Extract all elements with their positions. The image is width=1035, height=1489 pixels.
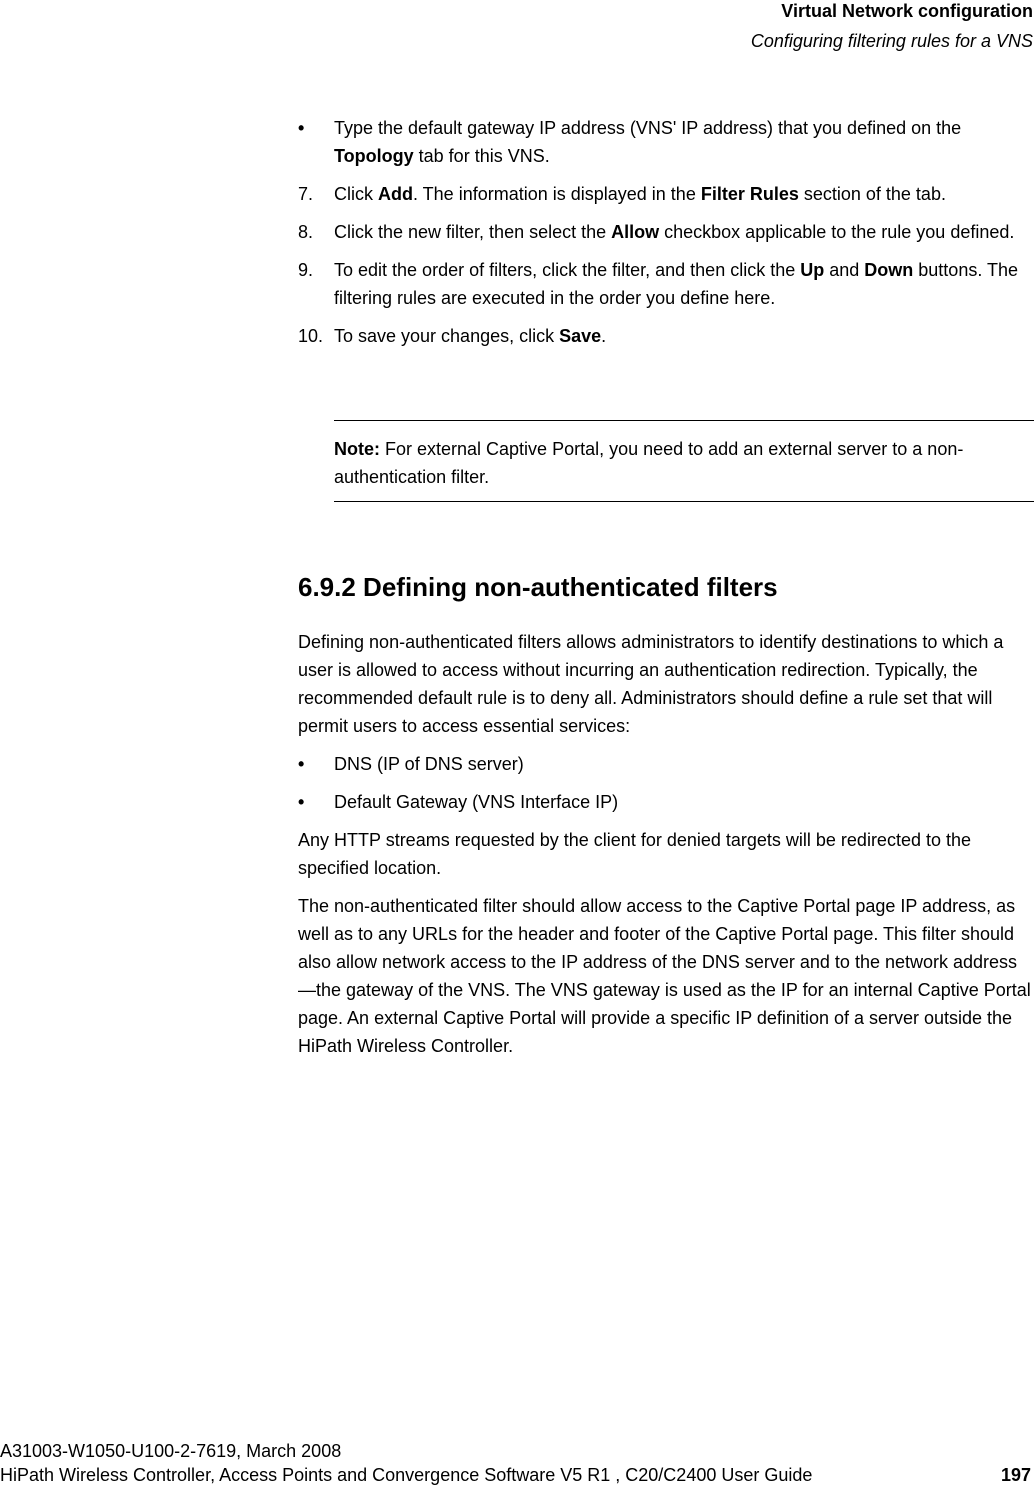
- running-header-title: Virtual Network configuration: [781, 1, 1033, 21]
- footer-doc-id: A31003-W1050-U100-2-7619, March 2008: [0, 1441, 342, 1461]
- step-9: 9. To edit the order of filters, click the filter, and then click the Up and Down buttons. The filtering rules are executed in the order you define here.: [298, 260, 1019, 308]
- list-item: • Default Gateway (VNS Interface IP): [298, 788, 1034, 816]
- footer-product: HiPath Wireless Controller, Access Points and Convergence Software V5 R1 , C20/C2400 User Guide: [0, 1465, 813, 1485]
- paragraph: Defining non-authenticated filters allows administrators to identify destinations to which a user is allowed to access without incurring an authentication redirection. Typically, the recommended default rule is to deny all. Administrators should define a rule set that will permit users to access essential services:: [298, 632, 1004, 736]
- bullet-marker: •: [298, 792, 305, 812]
- paragraph: Any HTTP streams requested by the client for denied targets will be redirected to the specified location.: [298, 830, 972, 878]
- step-7: 7. Click Add. The information is displayed in the Filter Rules section of the tab.: [298, 184, 946, 204]
- list-item: • DNS (IP of DNS server): [298, 750, 1034, 778]
- bullet-marker: •: [298, 754, 305, 774]
- note-text: For external Captive Portal, you need to add an external server to a non-authentication filter.: [334, 439, 964, 487]
- section-body: [298, 628, 1034, 1070]
- note-box: [334, 420, 1034, 502]
- procedure-steps: [298, 114, 1034, 360]
- page-number: 197: [1000, 1465, 1031, 1485]
- note-label: Note:: [334, 439, 380, 459]
- running-header-subtitle: Configuring filtering rules for a VNS: [750, 31, 1033, 51]
- paragraph: The non-authenticated filter should allow access to the Captive Portal page IP address, as well as to any URLs for the header and footer of the Captive Portal page. This filter should also allow network access to the IP address of the DNS server and to the network address—the gateway of the VNS. The VNS gateway is used as the IP for an internal Captive Portal page. An external Captive Portal will provide a specific IP definition of a server outside the HiPath Wireless Controller.: [298, 896, 1031, 1056]
- section-heading: 6.9.2 Defining non-authenticated filters: [298, 572, 778, 602]
- bullet-marker: •: [298, 118, 305, 138]
- step-10: 10. To save your changes, click Save.: [298, 326, 607, 346]
- step-8: 8. Click the new filter, then select the Allow checkbox applicable to the rule you defined.: [298, 222, 1015, 242]
- list-item: • Type the default gateway IP address (VNS' IP address) that you defined on the Topology tab for this VNS.: [298, 114, 1034, 170]
